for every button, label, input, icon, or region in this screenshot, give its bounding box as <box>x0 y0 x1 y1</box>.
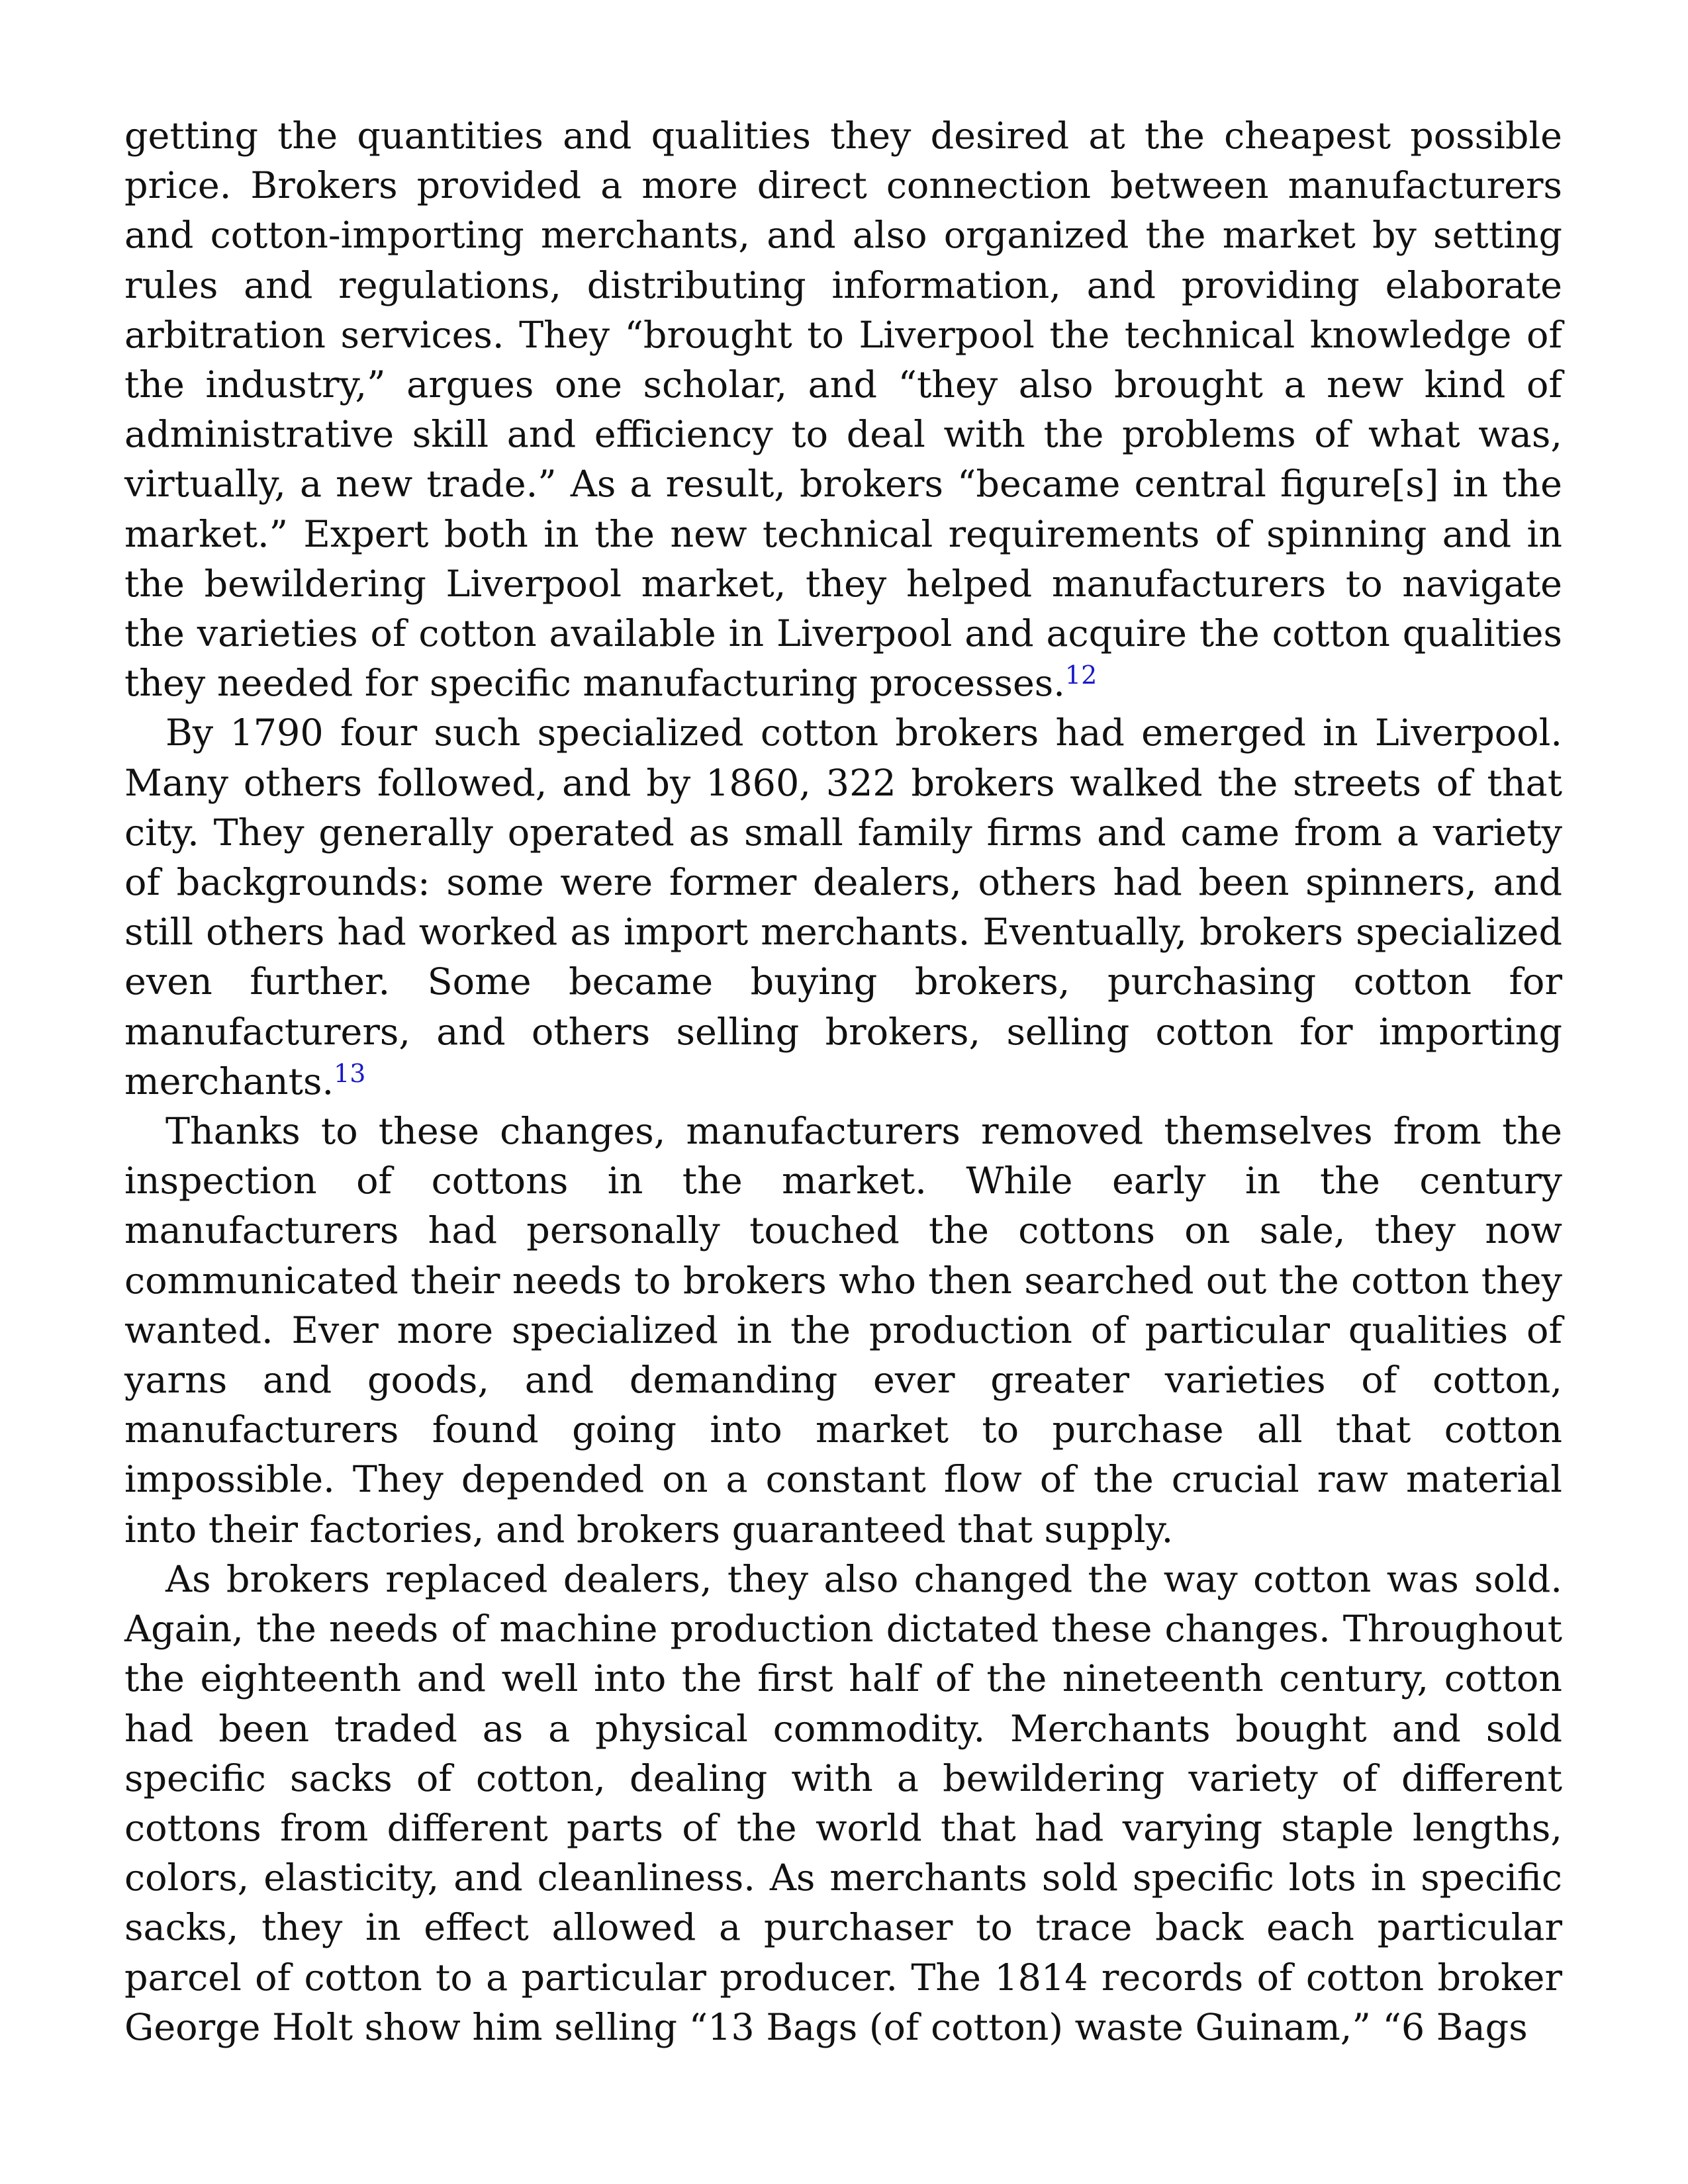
paragraph-cotton-sales <box>124 1555 1562 2052</box>
page-body <box>124 111 1562 2052</box>
footnote-link-13[interactable]: 13 <box>334 1058 366 1088</box>
paragraph-brokers-emergence <box>124 708 1562 1107</box>
paragraph-text: As brokers replaced dealers, they also changed the way cotton was sold. Again, the needs of machine production dictated these changes. Throughout the eighteenth and well into the first half of the nineteenth century, cotton had been traded as a physical commodity. Merchants bought and sold specific sacks of cotton, dealing with a bewildering variety of different cottons from different parts of the world that had varying staple lengths, colors, elasticity, and cleanliness. As merchants sold specific lots in specific sacks, they in effect allowed a purchaser to trace back each particular parcel of cotton to a particular producer. The 1814 records of cotton broker George Holt show him selling “13 Bags (of cotton) waste Guinam,” “6 Bags <box>124 1557 1562 2049</box>
paragraph-brokers-role <box>124 111 1562 708</box>
paragraph-text: By 1790 four such specialized cotton brokers had emerged in Liverpool. Many others followed, and by 1860, 322 brokers walked the streets of that city. They generally operated as small family firms and came from a variety of backgrounds: some were former dealers, others had been spinners, and still others had worked as import merchants. Eventually, brokers specialized even further. Some became buying brokers, purchasing cotton for manufacturers, and others selling brokers, selling cotton for importing merchants. <box>124 711 1562 1103</box>
footnote-link-12[interactable]: 12 <box>1064 660 1098 690</box>
paragraph-manufacturers-removed <box>124 1107 1562 1555</box>
paragraph-text: Thanks to these changes, manufacturers removed themselves from the inspection of cottons in the market. While early in the century manufacturers had personally touched the cottons on sale, they now communicated their needs to brokers who then searched out the cotton they wanted. Ever more specialized in the production of particular qualities of yarns and goods, and demanding ever greater varieties of cotton, manufacturers found going into market to purchase all that cotton impossible. They depended on a constant flow of the crucial raw material into their factories, and brokers guaranteed that supply. <box>124 1110 1562 1551</box>
paragraph-text: getting the quantities and qualities they desired at the cheapest possible price. Brokers provided a more direct connection between manufacturers and cotton-importing merchants, and also organized the market by setting rules and regulations, distributing information, and providing elaborate arbitration services. They “brought to Liverpool the technical knowledge of the industry,” argues one scholar, and “they also brought a new kind of administrative skill and efficiency to deal with the problems of what was, virtually, a new trade.” As a result, brokers “became central figure[s] in the market.” Expert both in the new technical requirements of spinning and in the bewildering Liverpool market, they helped manufacturers to navigate the varieties of cotton available in Liverpool and acquire the cotton qualities they needed for specific manufacturing processes. <box>124 114 1562 705</box>
